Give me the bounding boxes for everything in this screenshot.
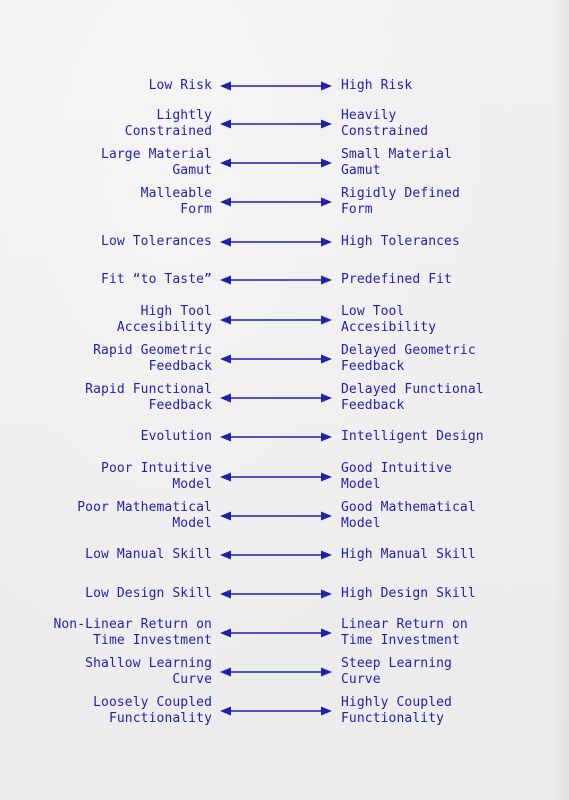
left-label-line: Non-Linear Return on — [53, 617, 212, 632]
right-label — [341, 613, 468, 653]
right-label-line: Accesibility — [341, 320, 437, 335]
left-label-line: Constrained — [124, 124, 212, 139]
right-label — [341, 691, 452, 731]
left-label — [53, 613, 212, 653]
right-label-line: Predefined Fit — [341, 272, 452, 287]
right-label-line: Model — [341, 477, 381, 492]
left-label-line: Feedback — [148, 359, 212, 374]
left-label — [93, 339, 212, 379]
arrowhead-left — [220, 473, 231, 482]
right-label — [341, 535, 476, 575]
left-label — [101, 260, 212, 300]
arrowhead-right — [321, 276, 332, 285]
double-headed-arrow-icon — [220, 588, 332, 600]
double-headed-arrow-icon — [220, 236, 332, 248]
right-label — [341, 143, 452, 183]
right-label — [341, 66, 412, 106]
arrowhead-right — [321, 394, 332, 403]
right-label-line: Curve — [341, 672, 381, 687]
left-label-line: Low Tolerances — [101, 234, 212, 249]
right-label — [341, 222, 460, 262]
spectrum-row — [0, 574, 569, 614]
arrowhead-right — [321, 82, 332, 91]
right-label — [341, 574, 476, 614]
arrowhead-right — [321, 433, 332, 442]
arrowhead-right — [321, 159, 332, 168]
left-label — [117, 300, 212, 340]
left-label — [101, 222, 212, 262]
spectrum-row — [0, 652, 569, 692]
double-headed-arrow-icon — [220, 627, 332, 639]
arrowhead-right — [321, 707, 332, 716]
spectrum-row — [0, 182, 569, 222]
right-label — [341, 417, 484, 457]
left-label-line: Low Risk — [148, 78, 212, 93]
left-label — [93, 691, 212, 731]
right-label-line: Form — [341, 202, 373, 217]
spectrum-row — [0, 300, 569, 340]
arrowhead-right — [321, 590, 332, 599]
left-label-line: Evolution — [140, 429, 212, 444]
left-label-line: Model — [172, 477, 212, 492]
right-label-line: Time Investment — [341, 633, 460, 648]
left-label — [85, 652, 212, 692]
arrowhead-left — [220, 82, 231, 91]
double-headed-arrow-icon — [220, 392, 332, 404]
right-label-line: Rigidly Defined — [341, 186, 460, 201]
left-label-line: Model — [172, 516, 212, 531]
spectrum-row — [0, 222, 569, 262]
arrowhead-left — [220, 198, 231, 207]
right-label-line: Good Intuitive — [341, 461, 452, 476]
spectrum-row — [0, 104, 569, 144]
spectrum-row — [0, 66, 569, 106]
right-label-line: High Manual Skill — [341, 547, 476, 562]
double-headed-arrow-icon — [220, 510, 332, 522]
double-headed-arrow-icon — [220, 549, 332, 561]
right-label-line: Linear Return on — [341, 617, 468, 632]
spectrum-row — [0, 535, 569, 575]
double-headed-arrow-icon — [220, 314, 332, 326]
left-label — [77, 496, 212, 536]
arrowhead-left — [220, 433, 231, 442]
left-label-line: Shallow Learning — [85, 656, 212, 671]
right-label-line: Gamut — [341, 163, 381, 178]
left-label — [85, 378, 212, 418]
double-headed-arrow-icon — [220, 80, 332, 92]
arrowhead-left — [220, 551, 231, 560]
left-label-line: Fit “to Taste” — [101, 272, 212, 287]
arrowhead-right — [321, 473, 332, 482]
left-label-line: Curve — [172, 672, 212, 687]
right-label-line: Steep Learning — [341, 656, 452, 671]
left-label — [141, 417, 212, 457]
left-label — [101, 457, 212, 497]
right-label-line: Constrained — [341, 124, 429, 139]
spectrum-row — [0, 457, 569, 497]
left-label-line: Rapid Functional — [85, 382, 212, 397]
left-label-line: Poor Intuitive — [101, 461, 212, 476]
right-label-line: Delayed Functional — [341, 382, 484, 397]
right-label — [341, 652, 452, 692]
right-label-line: Heavily — [341, 108, 397, 123]
spectrum-row — [0, 613, 569, 653]
double-headed-arrow-icon — [220, 196, 332, 208]
left-label-line: Low Manual Skill — [85, 547, 212, 562]
double-headed-arrow-icon — [220, 353, 332, 365]
left-label-line: High Tool — [140, 304, 212, 319]
arrowhead-right — [321, 238, 332, 247]
left-label — [85, 574, 212, 614]
arrowhead-left — [220, 668, 231, 677]
arrowhead-right — [321, 629, 332, 638]
arrowhead-left — [220, 629, 231, 638]
right-label — [341, 260, 452, 300]
right-label-line: High Risk — [341, 78, 413, 93]
left-label — [85, 535, 212, 575]
double-headed-arrow-icon — [220, 705, 332, 717]
spectrum-row — [0, 339, 569, 379]
arrowhead-left — [220, 238, 231, 247]
right-label-line: High Design Skill — [341, 586, 476, 601]
double-headed-arrow-icon — [220, 157, 332, 169]
arrowhead-right — [321, 551, 332, 560]
left-label-line: Accesibility — [116, 320, 212, 335]
left-label-line: Loosely Coupled — [93, 695, 212, 710]
right-label-line: Good Mathematical — [341, 500, 476, 515]
spectrum-row — [0, 378, 569, 418]
left-label — [125, 104, 212, 144]
spectrum-row — [0, 143, 569, 183]
double-headed-arrow-icon — [220, 666, 332, 678]
left-label-line: Low Design Skill — [85, 586, 212, 601]
arrowhead-left — [220, 120, 231, 129]
double-headed-arrow-icon — [220, 118, 332, 130]
spectrum-row — [0, 417, 569, 457]
right-label-line: Functionality — [341, 711, 445, 726]
arrowhead-right — [321, 355, 332, 364]
left-label — [101, 143, 212, 183]
arrowhead-left — [220, 512, 231, 521]
arrowhead-left — [220, 707, 231, 716]
right-label-line: Intelligent Design — [341, 429, 484, 444]
right-label — [341, 457, 452, 497]
right-label — [341, 378, 484, 418]
arrowhead-right — [321, 198, 332, 207]
left-label-line: Feedback — [148, 398, 212, 413]
arrowhead-left — [220, 394, 231, 403]
right-label-line: Model — [341, 516, 381, 531]
left-label-line: Functionality — [108, 711, 212, 726]
right-label-line: Small Material — [341, 147, 452, 162]
double-headed-arrow-icon — [220, 471, 332, 483]
right-label-line: Feedback — [341, 359, 405, 374]
arrowhead-left — [220, 316, 231, 325]
spectrum-row — [0, 496, 569, 536]
left-label — [149, 66, 212, 106]
right-label — [341, 104, 428, 144]
arrowhead-right — [321, 668, 332, 677]
arrowhead-left — [220, 355, 231, 364]
right-label — [341, 182, 460, 222]
arrowhead-left — [220, 590, 231, 599]
double-headed-arrow-icon — [220, 431, 332, 443]
right-label-line: High Tolerances — [341, 234, 460, 249]
left-label-line: Malleable — [140, 186, 212, 201]
left-label-line: Form — [180, 202, 212, 217]
right-label — [341, 300, 436, 340]
right-label-line: Delayed Geometric — [341, 343, 476, 358]
spectrum-row — [0, 260, 569, 300]
double-headed-arrow-icon — [220, 274, 332, 286]
arrowhead-left — [220, 159, 231, 168]
right-label — [341, 339, 476, 379]
left-label-line: Gamut — [172, 163, 212, 178]
left-label-line: Poor Mathematical — [77, 500, 212, 515]
right-label-line: Highly Coupled — [341, 695, 452, 710]
right-label-line: Feedback — [341, 398, 405, 413]
arrowhead-right — [321, 512, 332, 521]
right-label-line: Low Tool — [341, 304, 405, 319]
right-label — [341, 496, 476, 536]
left-label-line: Large Material — [101, 147, 212, 162]
arrowhead-right — [321, 120, 332, 129]
arrowhead-left — [220, 276, 231, 285]
left-label-line: Rapid Geometric — [93, 343, 212, 358]
left-label — [141, 182, 212, 222]
left-label-line: Lightly — [156, 108, 212, 123]
spectrum-row — [0, 691, 569, 731]
left-label-line: Time Investment — [93, 633, 212, 648]
arrowhead-right — [321, 316, 332, 325]
